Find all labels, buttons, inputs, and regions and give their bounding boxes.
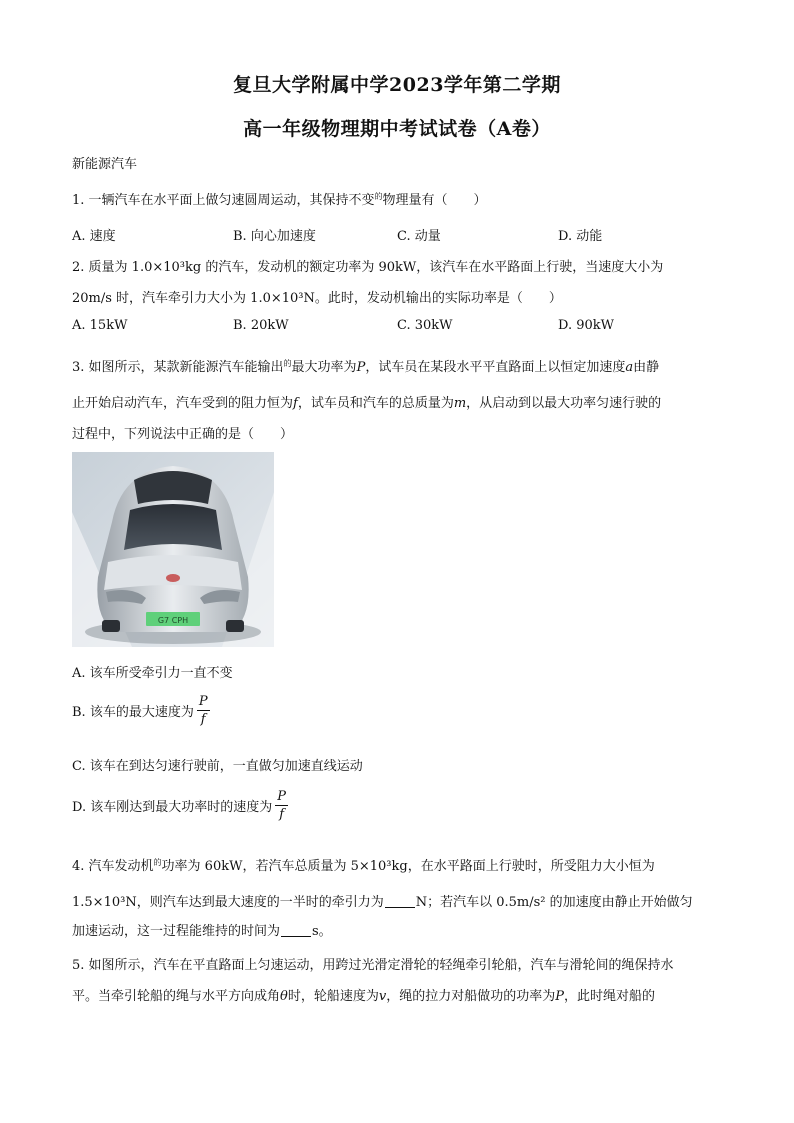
q3-l2-c: ，从启动到以最大功率匀速行驶的 [466, 396, 662, 411]
q3-option-d [72, 789, 288, 822]
fraction-numerator: P [277, 789, 286, 804]
q1-option-d: D. 动能 [558, 229, 603, 244]
question-3-line-2 [72, 392, 661, 411]
q3-l2-a: 止开始启动汽车，汽车受到的阻力恒为 [72, 396, 294, 411]
q1-option-b: B. 向心加速度 [233, 229, 316, 244]
question-5-line-2 [72, 985, 655, 1004]
car-photo [72, 452, 274, 647]
car-illustration [72, 452, 274, 647]
q5-l2-d: ，此时绳对船的 [563, 989, 655, 1004]
q3-option-b-text: B. 该车的最大速度为 [72, 705, 194, 720]
q1-text-end: 物理量有（ ） [382, 193, 487, 208]
q4-l3-b: s。 [312, 924, 332, 939]
q2-option-d: D. 90kW [558, 318, 615, 333]
q2-option-a: A. 15kW [72, 318, 128, 333]
question-4-line-1 [72, 855, 655, 874]
q1-text: 1. 一辆汽车在水平面上做匀速圆周运动，其保持不变 [72, 193, 375, 208]
q3-option-d-text: D. 该车刚达到最大功率时的速度为 [72, 800, 273, 815]
q3-symbol-m: m [453, 396, 467, 411]
q5-symbol-P: P [555, 989, 564, 1004]
q3-symbol-P: P [356, 360, 366, 375]
q4-l1-a: 4. 汽车发动机 [72, 859, 154, 874]
q1-option-a: A. 速度 [72, 229, 116, 244]
answer-blank-force[interactable] [385, 895, 415, 908]
q4-l1-b: 功率为 60kW，若汽车总质量为 5×10³kg，在水平路面上行驶时，所受阻力大小恒为 [161, 859, 655, 874]
question-2-line-1: 2. 质量为 1.0×10³kg 的汽车，发动机的额定功率为 90kW，该汽车在水平路面上行驶，当速度大小为 [72, 260, 664, 275]
q3-option-b-fraction [197, 694, 210, 727]
question-5-line-1: 5. 如图所示，汽车在平直路面上匀速运动，用跨过光滑定滑轮的轻绳牵引轮船，汽车与滑轮间的绳保持水 [72, 958, 674, 973]
fraction-denominator: f [200, 712, 206, 727]
exam-title-school: 复旦大学附属中学2023学年第二学期 [233, 74, 561, 96]
fraction-numerator: P [198, 694, 208, 709]
q3-l1-b: 最大功率为 [291, 360, 357, 375]
q3-l1-d: 由静 [633, 360, 660, 375]
question-4-line-3 [72, 920, 332, 939]
q1-option-c: C. 动量 [397, 229, 441, 244]
q3-option-b [72, 694, 210, 727]
section-heading: 新能源汽车 [72, 157, 138, 172]
q4-l2-b: N；若汽车以 0.5m/s² 的加速度由静止开始做匀 [415, 895, 693, 910]
q5-l2-b: 时，轮船速度为 [287, 989, 379, 1004]
q4-l2-a: 1.5×10³N，则汽车达到最大速度的一半时的牵引力为 [72, 895, 384, 910]
answer-blank-time[interactable] [281, 924, 311, 937]
question-3-line-1 [72, 356, 659, 375]
exam-title-paper: 高一年级物理期中考试试卷（A卷） [243, 118, 551, 140]
q2-option-b: B. 20kW [233, 318, 289, 333]
q1-mark: 的 [374, 192, 383, 201]
license-plate: G7 CPH [157, 616, 189, 625]
fraction-denominator: f [279, 807, 285, 822]
question-2-line-2: 20m/s 时，汽车牵引力大小为 1.0×10³N。此时，发动机输出的实际功率是（ ） [72, 291, 562, 306]
q3-l1-c: ，试车员在某段水平平直路面上以恒定加速度 [365, 360, 626, 375]
q5-symbol-v: v [378, 989, 387, 1004]
q3-option-a: A. 该车所受牵引力一直不变 [72, 666, 233, 681]
question-1 [72, 189, 487, 208]
question-4-line-2 [72, 891, 693, 910]
q4-l3-a: 加速运动，这一过程能维持的时间为 [72, 924, 281, 939]
q3-symbol-f: f [293, 396, 298, 411]
q3-l1-a: 3. 如图所示，某款新能源汽车能输出 [72, 360, 284, 375]
question-3-line-3: 过程中，下列说法中正确的是（ ） [72, 427, 294, 442]
q3-l2-b: ，试车员和汽车的总质量为 [297, 396, 454, 411]
q5-l2-c: ，绳的拉力对船做功的功率为 [386, 989, 556, 1004]
q2-option-c: C. 30kW [397, 318, 453, 333]
q3-symbol-a: a [625, 360, 634, 375]
q3-option-c: C. 该车在到达匀速行驶前，一直做匀加速直线运动 [72, 759, 363, 774]
q3-l1-mark: 的 [283, 359, 292, 368]
q3-option-d-fraction [275, 789, 288, 822]
q5-l2-a: 平。当牵引轮船的绳与水平方向成角 [72, 989, 281, 1004]
q5-symbol-theta: θ [280, 989, 288, 1004]
q4-l1-mark: 的 [153, 858, 162, 867]
